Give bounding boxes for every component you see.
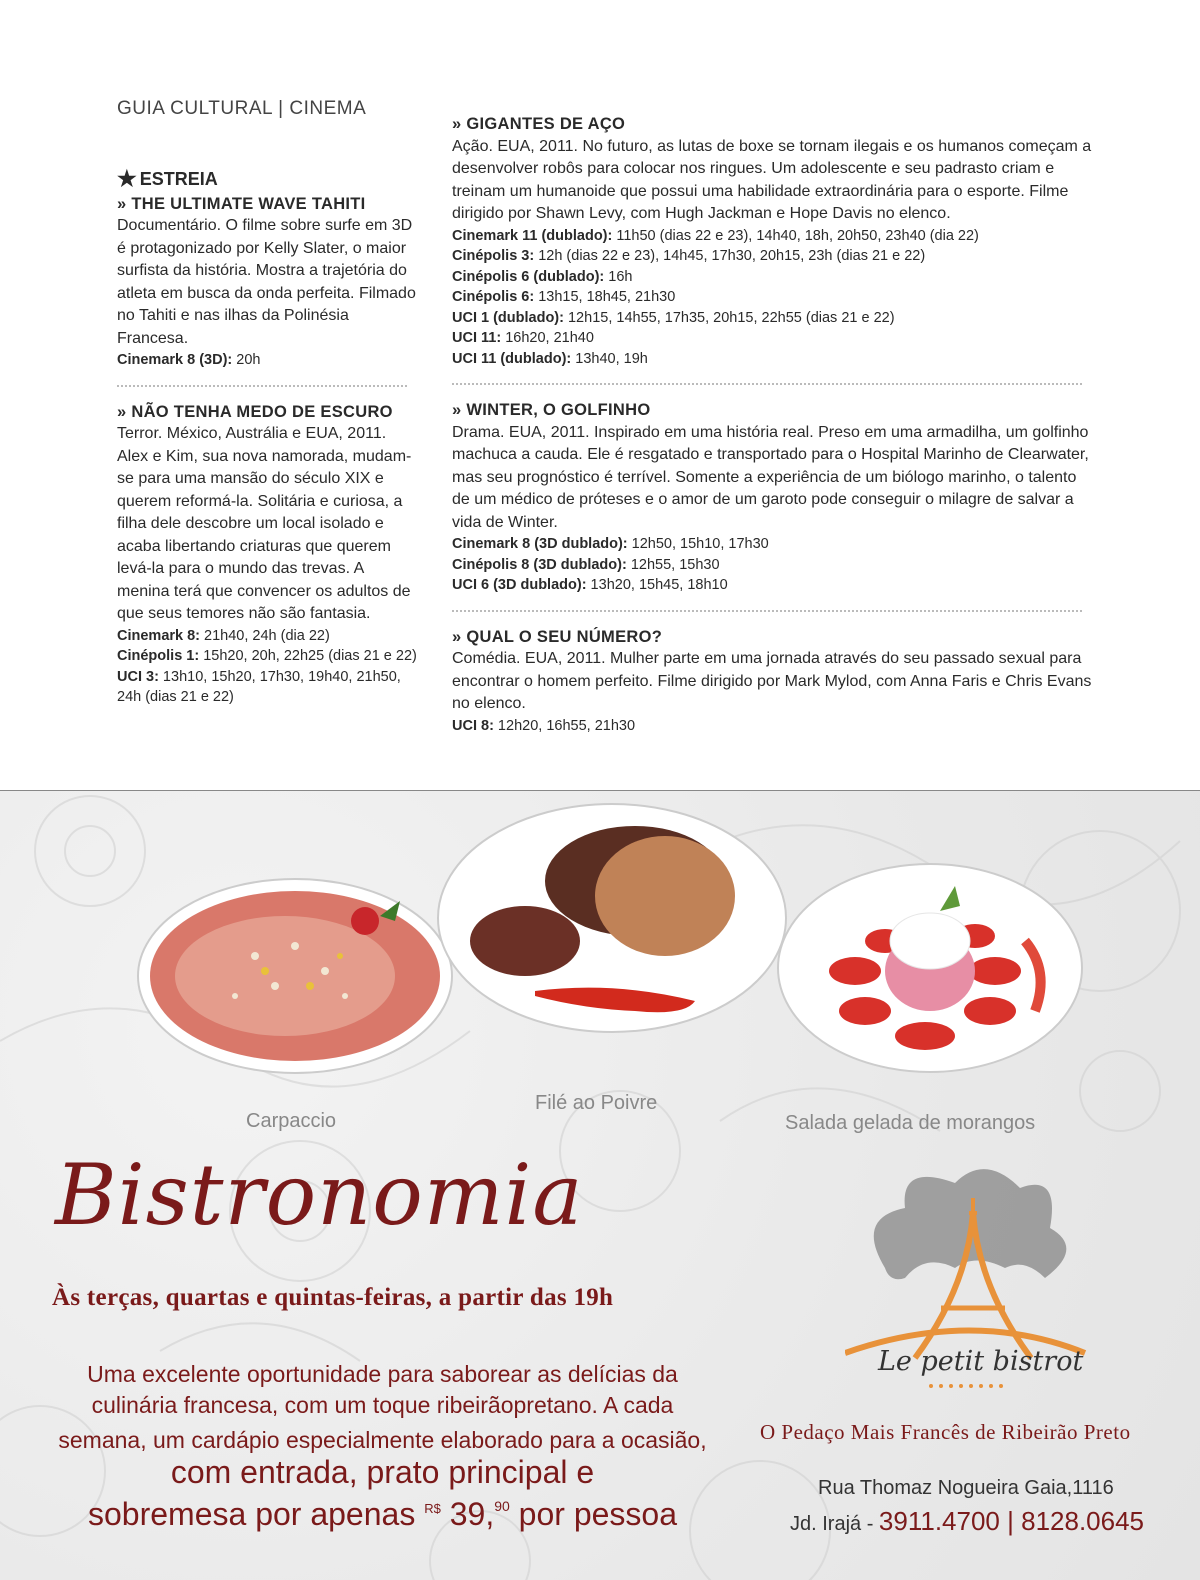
session-times: 13h20, 15h45, 18h10 — [586, 577, 728, 593]
film-description: Terror. México, Austrália e EUA, 2011. Alex e Kim, sua nova namorada, mudam-se para uma mansão do século XIX e querem reformá-la. Solitária e curiosa, a filha dele descobre um local isolado e acaba libertando criaturas que querem levá-la para o mundo das trevas. A menina terá que convencer os adultos de que seus temores não são fantasia. — [117, 425, 412, 622]
section-header: GUIA CULTURAL | CINEMA — [117, 98, 367, 119]
film-title: » THE ULTIMATE WAVE TAHITI — [117, 194, 366, 213]
session-line — [117, 646, 417, 667]
film-description: Ação. EUA, 2011. No futuro, as lutas de boxe se tornam ilegais e os humanos começam a desenvolver robôs para colocar nos ringues. Um adolescente e seu padrasto criam e treinam um humanoide que possui uma habilidade extraordinária para o esporte. Filme dirigido por Shawn Levy, com Hugh Jackman e Hope Davis no elenco. — [452, 137, 1092, 222]
separator — [452, 610, 1082, 612]
session-times: 12h55, 15h30 — [626, 556, 720, 573]
film-title: » WINTER, O GOLFINHO — [452, 401, 651, 419]
promo-highlight: com entrada, prato principal e — [170, 1454, 595, 1490]
ad-schedule: Às terças, quartas e quintas-feiras, a partir das 19h — [52, 1284, 614, 1311]
film-sessions — [117, 350, 417, 371]
price-value: 39, — [440, 1496, 495, 1532]
session-times: 11h50 (dias 22 e 23), 14h40, 18h, 20h50, 23h40 (dia 22) — [612, 227, 979, 244]
film-title: » GIGANTES DE AÇO — [452, 115, 626, 133]
session-line — [452, 267, 1092, 288]
bistro-advertisement — [0, 791, 1200, 1580]
cinema-name: UCI 3: — [117, 668, 159, 685]
estreia-label: ESTREIA — [139, 169, 218, 189]
star-icon: ★ — [117, 166, 137, 192]
session-times: 16h20, 21h40 — [501, 330, 594, 346]
film-sessions — [452, 226, 1092, 370]
session-line — [452, 349, 1092, 370]
session-line — [452, 287, 1092, 308]
session-times: 13h40, 19h — [571, 350, 648, 367]
session-line — [117, 667, 417, 708]
film-title: » QUAL O SEU NÚMERO? — [452, 627, 663, 646]
cinema-name: Cinépolis 1: — [117, 648, 200, 664]
cinema-name: Cinépolis 8 (3D dublado): — [452, 556, 627, 573]
price-currency: R$ — [424, 1501, 441, 1516]
carpaccio-plate-image — [135, 876, 455, 1076]
session-line — [452, 226, 1092, 247]
session-line — [117, 350, 417, 371]
cinema-name: Cinépolis 6 (dublado): — [452, 268, 605, 285]
session-times: 16h — [604, 268, 633, 285]
session-line — [452, 246, 1092, 267]
salada-morangos-plate-image — [775, 861, 1085, 1076]
film-description: Drama. EUA, 2011. Inspirado em uma história real. Preso em uma armadilha, um golfinho machuca a cauda. Ele é resgatado e transportado para o Hospital Marinho de Clearwater, mas seu prognóstico é terrível. Somente a experiência de um biólogo marinho, o talento de um médico de próteses e o amor de um garoto pode conseguir o milagre de salvar a vida de Winter. — [452, 423, 1089, 531]
ad-tagline: O Pedaço Mais Francês de Ribeirão Preto — [760, 1420, 1131, 1444]
session-line — [452, 575, 1092, 596]
session-times: 12h20, 16h55, 21h30 — [493, 717, 636, 734]
film-sessions — [117, 626, 417, 708]
left-column — [117, 168, 417, 708]
separator — [452, 383, 1082, 385]
cinema-name: Cinemark 8 (3D dublado): — [452, 536, 628, 552]
dish-label: Filé ao Poivre — [535, 1092, 658, 1114]
session-line — [452, 308, 1092, 329]
dish-label: Carpaccio — [246, 1110, 337, 1132]
film-sessions — [452, 534, 1092, 596]
session-line — [117, 626, 417, 647]
estreia-heading — [117, 168, 417, 191]
promo-end: por pessoa — [509, 1496, 677, 1532]
cinema-name: Cinemark 8: — [117, 627, 201, 644]
session-times: 12h15, 14h55, 17h35, 20h15, 22h55 (dias 21 e 22) — [563, 309, 895, 326]
ad-contact — [790, 1506, 1144, 1537]
price-cents: 90 — [494, 1498, 510, 1514]
phone-separator: | — [999, 1506, 1022, 1536]
phone-number: 3911.4700 — [878, 1506, 1000, 1536]
session-times: 12h (dias 22 e 23), 14h45, 17h30, 20h15, 23h (dias 21 e 22) — [534, 248, 926, 264]
cinema-name: Cinemark 8 (3D): — [117, 352, 233, 368]
session-line — [452, 555, 1092, 576]
film-title: » NÃO TENHA MEDO DE ESCURO — [117, 402, 393, 421]
cinema-name: Cinemark 11 (dublado): — [452, 227, 613, 244]
ad-address: Rua Thomaz Nogueira Gaia,1116 — [818, 1477, 1114, 1499]
session-times: 15h20, 20h, 22h25 (dias 21 e 22) — [199, 648, 417, 664]
session-times: 21h40, 24h (dia 22) — [200, 627, 330, 644]
ad-title: Bistronomia — [55, 1146, 584, 1244]
film-sessions — [452, 716, 1092, 737]
logo-name: Le petit bistrot — [878, 1346, 1084, 1377]
file-ao-poivre-plate-image — [435, 801, 790, 1036]
promo-text: Uma excelente oportunidade para saborear as delícias da culinária francesa, com um toque ribeirãopretano. A cada semana, um cardápio especialmente elaborado para a ocasião, — [58, 1361, 707, 1453]
neighborhood: Jd. Irajá - — [790, 1513, 879, 1535]
promo-highlight: sobremesa por apenas — [88, 1496, 425, 1532]
ad-promo — [55, 1359, 710, 1533]
film-description: Documentário. O filme sobre surfe em 3D é protagonizado por Kelly Slater, o maior surfista da história. Mostra a trajetória do atleta em busca da onda perfeita. Filmado no Tahiti e nas ilhas da Polinésia Francesa. — [117, 217, 416, 347]
session-line — [452, 534, 1092, 555]
right-column — [452, 113, 1092, 736]
cinema-name: UCI 1 (dublado): — [452, 309, 564, 326]
session-line — [452, 328, 1092, 349]
cinema-name: UCI 11: — [452, 330, 502, 346]
phone-number: 8128.0645 — [1021, 1506, 1145, 1536]
film-description: Comédia. EUA, 2011. Mulher parte em uma jornada através do seu passado sexual para encontrar o homem perfeito. Filme dirigido por Mark Mylod, com Anna Faris e Chris Evans no elenco. — [452, 650, 1092, 712]
session-times: 20h — [232, 352, 261, 368]
session-times: 13h15, 18h45, 21h30 — [534, 289, 676, 305]
cinema-name: Cinépolis 6: — [452, 289, 535, 305]
separator — [117, 385, 407, 387]
cinema-name: UCI 11 (dublado): — [452, 350, 572, 367]
cinema-name: UCI 6 (3D dublado): — [452, 577, 587, 593]
cinema-name: UCI 8: — [452, 717, 494, 734]
session-line — [452, 716, 1092, 737]
session-times: 13h10, 15h20, 17h30, 19h40, 21h50, 24h (dias 21 e 22) — [117, 668, 401, 705]
dish-label: Salada gelada de morangos — [785, 1112, 1036, 1134]
session-times: 12h50, 15h10, 17h30 — [627, 536, 769, 552]
cinema-name: Cinépolis 3: — [452, 248, 535, 264]
